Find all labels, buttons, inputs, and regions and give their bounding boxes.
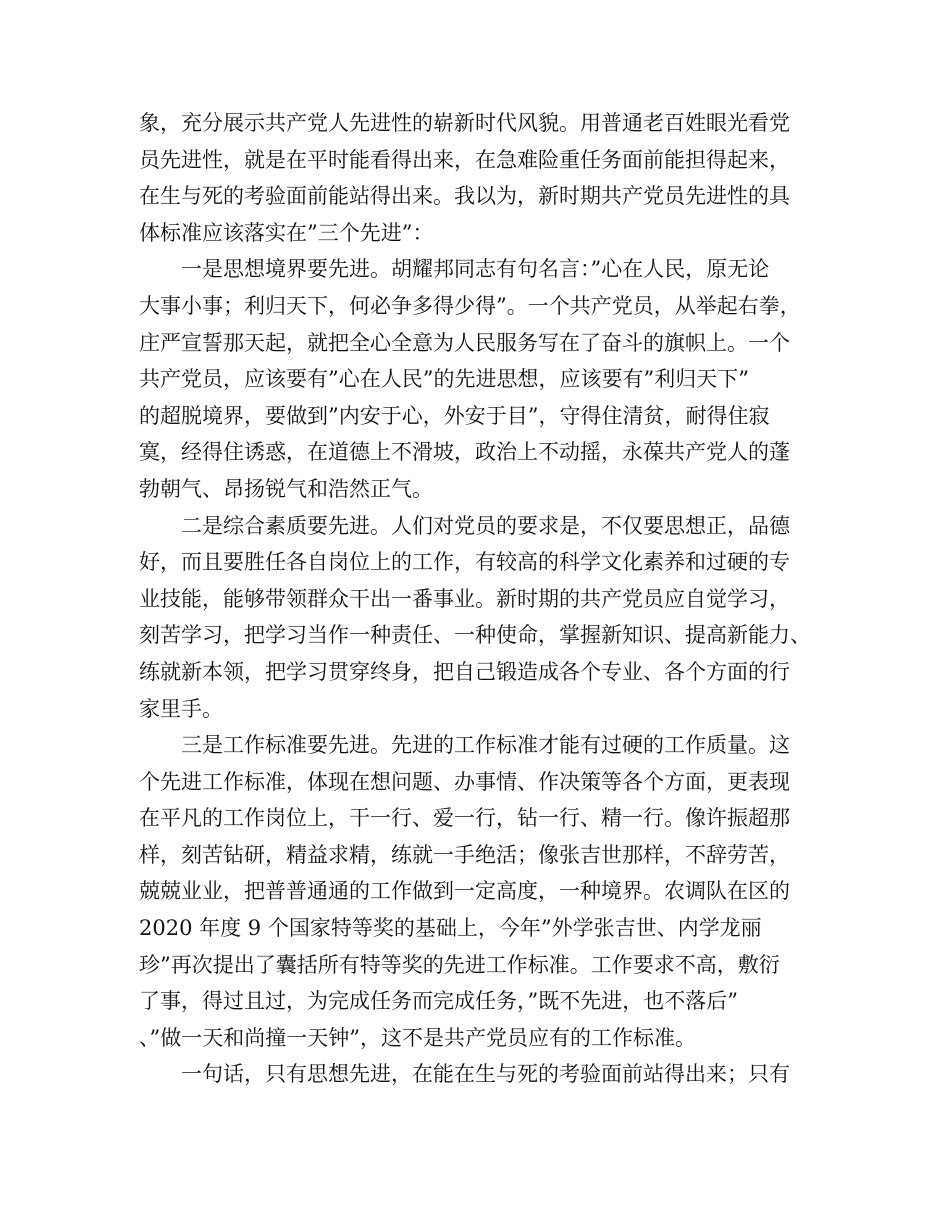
text-line: 兢兢业业，把普普通通的工作做到一定高度，一种境界。农调队在区的 [139,879,790,904]
text-line: 一是思想境界要先进。胡耀邦同志有句名言：”心在人民，原无论 [139,257,770,282]
text-line: 的超脱境界，要做到”内安于心，外安于目”，守得住清贫，耐得住寂 [139,403,770,428]
text-line: 刻苦学习，把学习当作一种责任、一种使命，掌握新知识、提高新能力、 [139,623,811,648]
text-line: 大事小事；利归天下，何必争多得少得”。一个共产党员，从举起右拳， [139,293,801,318]
text-line: 样，刻苦钻研，精益求精，练就一手绝活；像张吉世那样，不辞劳苦， [139,842,790,867]
text-line: 体标准应该落实在”三个先进”： [139,220,434,245]
text-line: 三是工作标准要先进。先进的工作标准才能有过硬的工作质量。这 [139,733,790,758]
text-line: 练就新本领，把学习贯穿终身，把自己锻造成各个专业、各个方面的行 [139,659,790,684]
body-text [139,105,829,1093]
text-line: 好，而且要胜任各自岗位上的工作，有较高的科学文化素养和过硬的专 [139,550,790,575]
text-line: 二是综合素质要先进。人们对党员的要求是，不仅要思想正，品德 [139,513,790,538]
text-line: 勃朝气、昂扬锐气和浩然正气。 [139,476,433,501]
text-line: 庄严宣誓那天起，就把全心全意为人民服务写在了奋斗的旗帜上。一个 [139,330,790,355]
text-line: 员先进性，就是在平时能看得出来，在急难险重任务面前能担得起来， [139,147,790,172]
text-line: 珍”再次提出了囊括所有特等奖的先进工作标准。工作要求不高，敷衍 [139,952,780,977]
text-line: 2020 年度 9 个国家特等奖的基础上，今年”外学张吉世、内学龙丽 [139,916,762,941]
text-line: 个先进工作标准，体现在想问题、办事情、作决策等各个方面，更表现 [139,769,790,794]
text-line: 一句话，只有思想先进，在能在生与死的考验面前站得出来；只有 [139,1062,790,1087]
text-line: 业技能，能够带领群众干出一番事业。新时期的共产党员应自觉学习， [139,586,790,611]
text-line: 在生与死的考验面前能站得出来。我以为，新时期共产党员先进性的具 [139,184,790,209]
text-line: 、”做一天和尚撞一天钟”，这不是共产党员应有的工作标准。 [139,1025,696,1050]
text-line: 寞，经得住诱惑，在道德上不滑坡，政治上不动摇，永葆共产党人的蓬 [139,440,790,465]
text-line: 在平凡的工作岗位上，干一行、爱一行，钻一行、精一行。像许振超那 [139,806,790,831]
text-line: 家里手。 [139,696,223,721]
text-line: 共产党员，应该要有”心在人民”的先进思想，应该要有”利归天下” [139,367,749,392]
text-line: 了事，得过且过，为完成任务而完成任务，”既不先进，也不落后” [139,989,738,1014]
text-line: 象，充分展示共产党人先进性的崭新时代风貌。用普通老百姓眼光看党 [139,111,790,135]
